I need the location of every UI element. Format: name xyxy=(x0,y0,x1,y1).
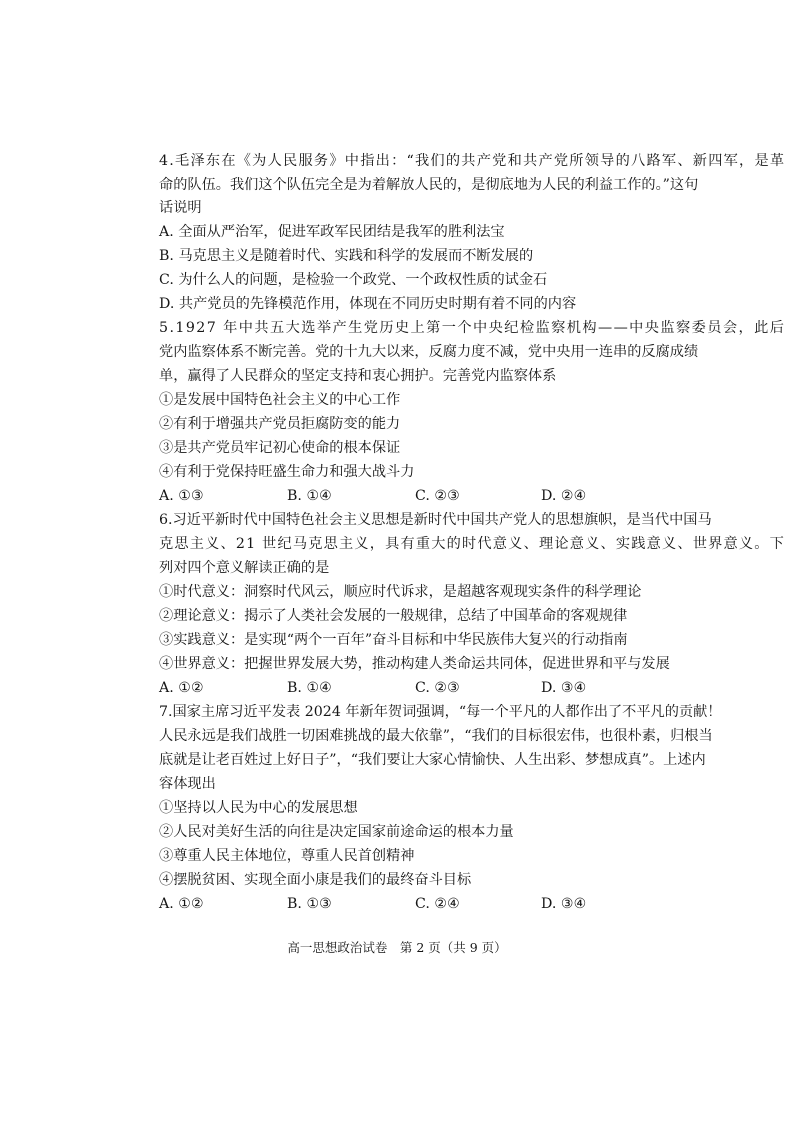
question-4-option-b: B. 马克思主义是随着时代、实践和科学的发展而不断发展的 xyxy=(159,248,534,264)
question-7-item-2: ②人民对美好生活的向往是决定国家前途命运的根本力量 xyxy=(159,824,514,840)
question-6-choice-c: C. ②③ xyxy=(415,680,460,696)
question-5-choice-a: A. ①③ xyxy=(159,488,204,504)
question-5-choice-c: C. ②③ xyxy=(415,488,460,504)
question-6-item-1: ①时代意义：洞察时代风云，顺应时代诉求，是超越客观现实条件的科学理论 xyxy=(159,584,642,600)
question-7-stem-line-3: 底就是让老百姓过上好日子”，“我们要让大家心情愉快、人生出彩、梦想成真”。上述内 xyxy=(159,752,706,768)
question-6-item-4: ④世界意义：把握世界发展大势，推动构建人类命运共同体，促进世界和平与发展 xyxy=(159,656,670,672)
question-4-stem-line-1: 4.毛泽东在《为人民服务》中指出：“我们的共产党和共产党所领导的八路军、新四军，是革 xyxy=(159,153,786,169)
question-6-stem-line-2: 克思主义、21 世纪马克思主义，具有重大的时代意义、理论意义、实践意义、世界意义。下 xyxy=(159,536,786,552)
question-7-item-1: ①坚持以人民为中心的发展思想 xyxy=(159,800,358,816)
question-4-stem-line-2: 命的队伍。我们这个队伍完全是为着解放人民的，是彻底地为人民的利益工作的。”这句 xyxy=(159,177,699,193)
question-6-stem-line-1: 6.习近平新时代中国特色社会主义思想是新时代中国共产党人的思想旗帜，是当代中国马 xyxy=(159,512,712,528)
question-5-stem-line-3: 单，赢得了人民群众的坚定支持和衷心拥护。完善党内监察体系 xyxy=(159,368,557,384)
question-7-stem-line-1: 7.国家主席习近平发表 2024 年新年贺词强调，“每一个平凡的人都作出了不平凡的贡献！ xyxy=(159,704,722,720)
question-5-stem-line-1: 5.1927 年中共五大选举产生党历史上第一个中央纪检监察机构——中央监察委员会，此后 xyxy=(159,320,786,336)
question-4-option-a: A. 全面从严治军，促进军政军民团结是我军的胜利法宝 xyxy=(159,224,505,240)
question-5-item-1: ①是发展中国特色社会主义的中心工作 xyxy=(159,392,401,408)
question-7-choice-b: B. ①③ xyxy=(287,896,332,912)
question-5-choice-b: B. ①④ xyxy=(287,488,332,504)
question-4-stem-line-3: 话说明 xyxy=(159,200,202,216)
question-5-item-4: ④有利于党保持旺盛生命力和强大战斗力 xyxy=(159,464,415,480)
question-6-stem-line-3: 列对四个意义解读正确的是 xyxy=(159,560,330,576)
question-7-item-3: ③尊重人民主体地位，尊重人民首创精神 xyxy=(159,848,415,864)
question-5-choice-d: D. ②④ xyxy=(541,488,587,504)
question-7-stem-line-2: 人民永远是我们战胜一切困难挑战的最大依靠”，“我们的目标很宏伟，也很朴素，归根当 xyxy=(159,728,713,744)
question-6-item-2: ②理论意义：揭示了人类社会发展的一般规律，总结了中国革命的客观规律 xyxy=(159,608,628,624)
question-5-item-2: ②有利于增强共产党员拒腐防变的能力 xyxy=(159,416,401,432)
question-7-choice-a: A. ①② xyxy=(159,896,204,912)
question-7-item-4: ④摆脱贫困、实现全面小康是我们的最终奋斗目标 xyxy=(159,872,472,888)
question-7-stem-line-4: 容体现出 xyxy=(159,776,216,792)
question-6-choice-d: D. ③④ xyxy=(541,680,587,696)
question-6-choice-b: B. ①④ xyxy=(287,680,332,696)
question-7-choice-c: C. ②④ xyxy=(415,896,460,912)
question-6-choice-a: A. ①② xyxy=(159,680,204,696)
question-4-option-c: C. 为什么人的问题，是检验一个政党、一个政权性质的试金石 xyxy=(159,272,548,288)
question-4-option-d: D. 共产党员的先锋模范作用，体现在不同历史时期有着不同的内容 xyxy=(159,296,577,312)
question-5-item-3: ③是共产党员牢记初心使命的根本保证 xyxy=(159,440,401,456)
question-6-item-3: ③实践意义：是实现“两个一百年”奋斗目标和中华民族伟大复兴的行动指南 xyxy=(159,632,628,648)
question-7-choice-d: D. ③④ xyxy=(541,896,587,912)
question-5-stem-line-2: 党内监察体系不断完善。党的十九大以来，反腐力度不减，党中央用一连串的反腐成绩 xyxy=(159,344,699,360)
page-footer: 高一思想政治试卷 第 2 页（共 9 页） xyxy=(287,940,507,955)
